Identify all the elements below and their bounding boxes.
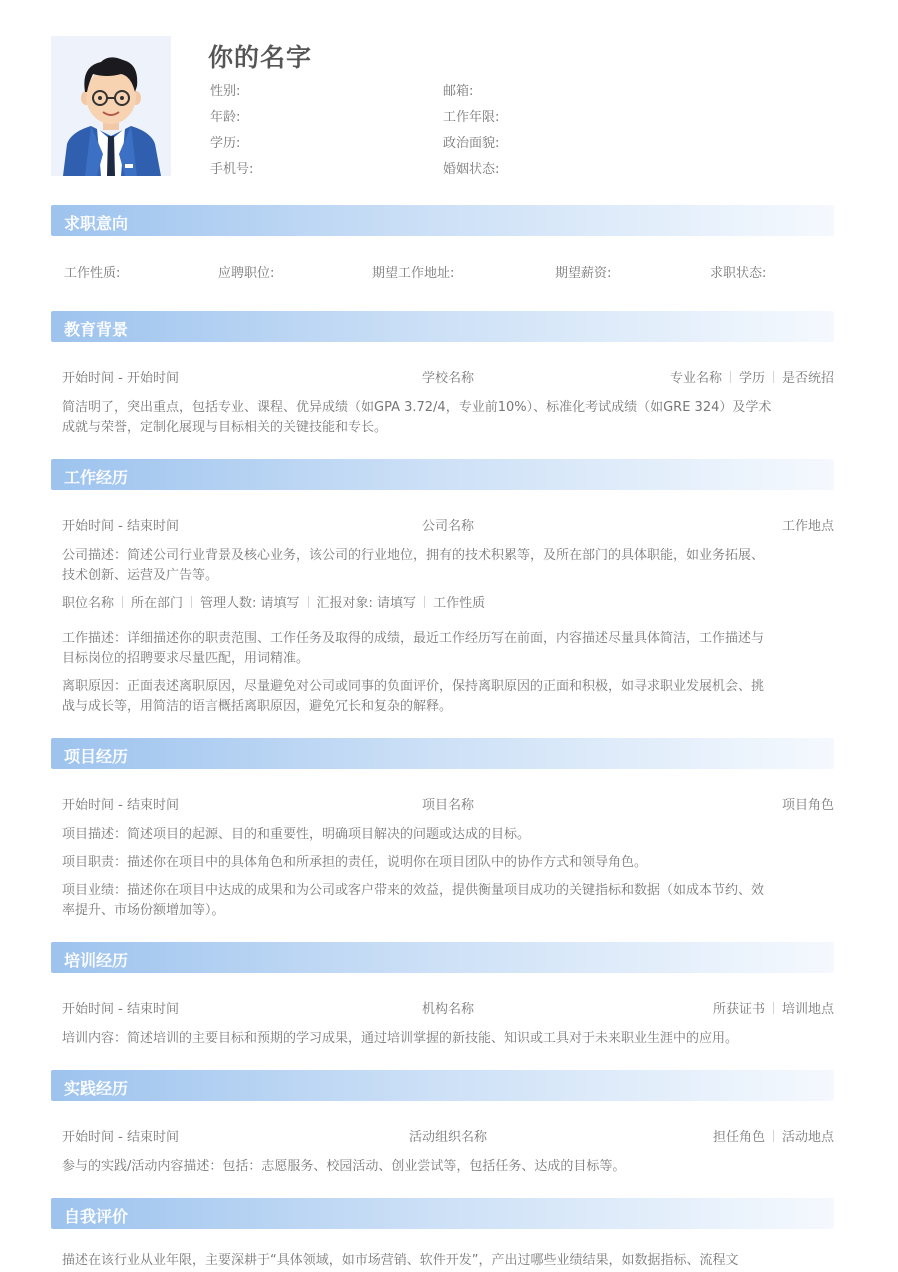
section-header-practice: [51, 1070, 834, 1101]
work-tags: [62, 594, 834, 614]
divider: [773, 1002, 774, 1014]
political-status-field: 政治面貌:: [443, 136, 500, 151]
position-field: 应聘职位:: [218, 266, 275, 281]
company-description-line: 技术创新、运营及广告等。: [62, 568, 219, 583]
candidate-name: 你的名字: [208, 43, 313, 72]
self-evaluation: 描述在该行业从业年限，主要深耕于“具体领域，如市场营销、软件开发”，产出过哪些业绩结果，如数据指标、流程文: [62, 1253, 739, 1268]
education-time: 开始时间 - 开始时间: [62, 371, 179, 386]
divider: [191, 596, 192, 608]
section-title: 实践经历: [64, 1079, 129, 1098]
age-field: 年龄:: [210, 110, 241, 125]
education-details: [670, 367, 834, 386]
education-description-line: 简洁明了，突出重点，包括专业、课程、优异成绩（如GPA 3.72/4，专业前10%）、标准化考试成绩（如GRE 324）及学术: [62, 400, 772, 415]
project-result-line: 项目业绩：描述你在项目中达成的成果和为公司或客户带来的效益，提供衡量项目成功的关键指标和数据（如成本节约、效: [62, 883, 765, 898]
project-meta: [62, 794, 834, 814]
degree: 学历: [738, 371, 765, 386]
training-meta: [62, 998, 834, 1018]
divider: [308, 596, 309, 608]
project-description: 项目描述：简述项目的起源、目的和重要性，明确项目解决的问题或达成的目标。: [62, 827, 531, 842]
work-time: 开始时间 - 结束时间: [62, 519, 179, 534]
leave-reason-line: 战与成长等，用简洁的语言概括离职原因，避免冗长和复杂的解释。: [62, 699, 453, 714]
info-row: [210, 84, 690, 110]
school-name: 学校名称: [421, 371, 474, 386]
expected-salary-field: 期望薪资:: [555, 266, 612, 281]
practice-org: 活动组织名称: [408, 1130, 487, 1145]
section-header-training: [51, 942, 834, 973]
divider: [730, 371, 731, 383]
major-name: 专业名称: [669, 371, 722, 386]
job-description-line: 工作描述：详细描述你的职责范围、工作任务及取得的成绩，最近工作经历写在前面，内容描述尽量具体简洁，工作描述与: [62, 631, 765, 646]
training-place: 培训地点: [781, 1002, 834, 1017]
project-result-line: 率提升、市场份额增加等）。: [62, 903, 225, 918]
practice-role: 担任角色: [712, 1130, 765, 1145]
info-row: [210, 162, 690, 188]
avatar-illustration: [51, 36, 171, 176]
divider: [122, 596, 123, 608]
leave-reason-line: 离职原因：正面表述离职原因，尽量避免对公司或同事的负面评价，保持离职原因的正面和积极，如寻求职业发展机会、挑: [62, 679, 765, 694]
project-name: 项目名称: [421, 798, 474, 813]
training-details: [713, 998, 834, 1017]
department-tag: 所在部门: [131, 596, 184, 611]
work-years-field: 工作年限:: [443, 110, 500, 125]
education-description-line: 成就与荣誉，定制化展现与目标相关的关键技能和专长。: [62, 420, 388, 435]
work-meta: [62, 515, 834, 535]
info-row: [210, 136, 690, 162]
section-title: 自我评价: [64, 1207, 129, 1226]
report-to-tag: 汇报对象: 请填写: [316, 596, 417, 611]
section-title: 教育背景: [64, 320, 129, 339]
project-time: 开始时间 - 结束时间: [62, 798, 179, 813]
divider: [424, 596, 425, 608]
section-header-self: [51, 1198, 834, 1229]
company-description-line: 公司描述：简述公司行业背景及核心业务，该公司的行业地位，拥有的技术积累等，及所在部门的具体职能，如业务拓展、: [62, 548, 765, 563]
basic-info: [210, 84, 690, 188]
unified-enrollment: 是否统招: [781, 371, 834, 386]
divider: [773, 1130, 774, 1142]
work-location: 工作地点: [781, 519, 834, 534]
training-content: 培训内容：简述培训的主要目标和预期的学习成果，通过培训掌握的新技能、知识或工具对于未来职业生涯中的应用。: [62, 1031, 739, 1046]
team-size-tag: 管理人数: 请填写: [200, 596, 300, 611]
info-row: [210, 110, 690, 136]
section-title: 项目经历: [64, 747, 129, 766]
practice-time: 开始时间 - 结束时间: [62, 1130, 179, 1145]
certificate: 所获证书: [712, 1002, 765, 1017]
section-header-project: [51, 738, 834, 769]
practice-place: 活动地点: [781, 1130, 834, 1145]
divider: [773, 371, 774, 383]
section-header-intent: [51, 205, 834, 236]
section-header-education: [51, 311, 834, 342]
job-type-field: 工作性质:: [64, 266, 121, 281]
work-nature-tag: 工作性质: [433, 596, 486, 611]
practice-description: 参与的实践/活动内容描述：包括：志愿服务、校园活动、创业尝试等，包括任务、达成的目标等。: [62, 1159, 626, 1174]
education-level-field: 学历:: [210, 136, 241, 151]
training-org: 机构名称: [421, 1002, 474, 1017]
training-time: 开始时间 - 结束时间: [62, 1002, 179, 1017]
section-title: 求职意向: [64, 214, 129, 233]
practice-meta: [62, 1126, 834, 1146]
project-role: 项目角色: [781, 798, 834, 813]
marital-status-field: 婚姻状态:: [443, 162, 500, 177]
practice-details: [713, 1126, 834, 1145]
phone-field: 手机号:: [210, 162, 254, 177]
email-field: 邮箱:: [443, 84, 474, 99]
expected-location-field: 期望工作地址:: [372, 266, 455, 281]
company-name: 公司名称: [421, 519, 474, 534]
education-meta: [62, 367, 834, 387]
job-title-tag: 职位名称: [62, 596, 115, 611]
gender-field: 性别:: [210, 84, 241, 99]
section-title: 培训经历: [64, 951, 129, 970]
section-header-work: [51, 459, 834, 490]
project-duty: 项目职责：描述你在项目中的具体角色和所承担的责任，说明你在项目团队中的协作方式和领导角色。: [62, 855, 648, 870]
avatar: [51, 36, 171, 176]
section-title: 工作经历: [64, 468, 129, 487]
job-description-line: 目标岗位的招聘要求尽量匹配，用词精准。: [62, 651, 310, 666]
job-status-field: 求职状态:: [710, 266, 767, 281]
